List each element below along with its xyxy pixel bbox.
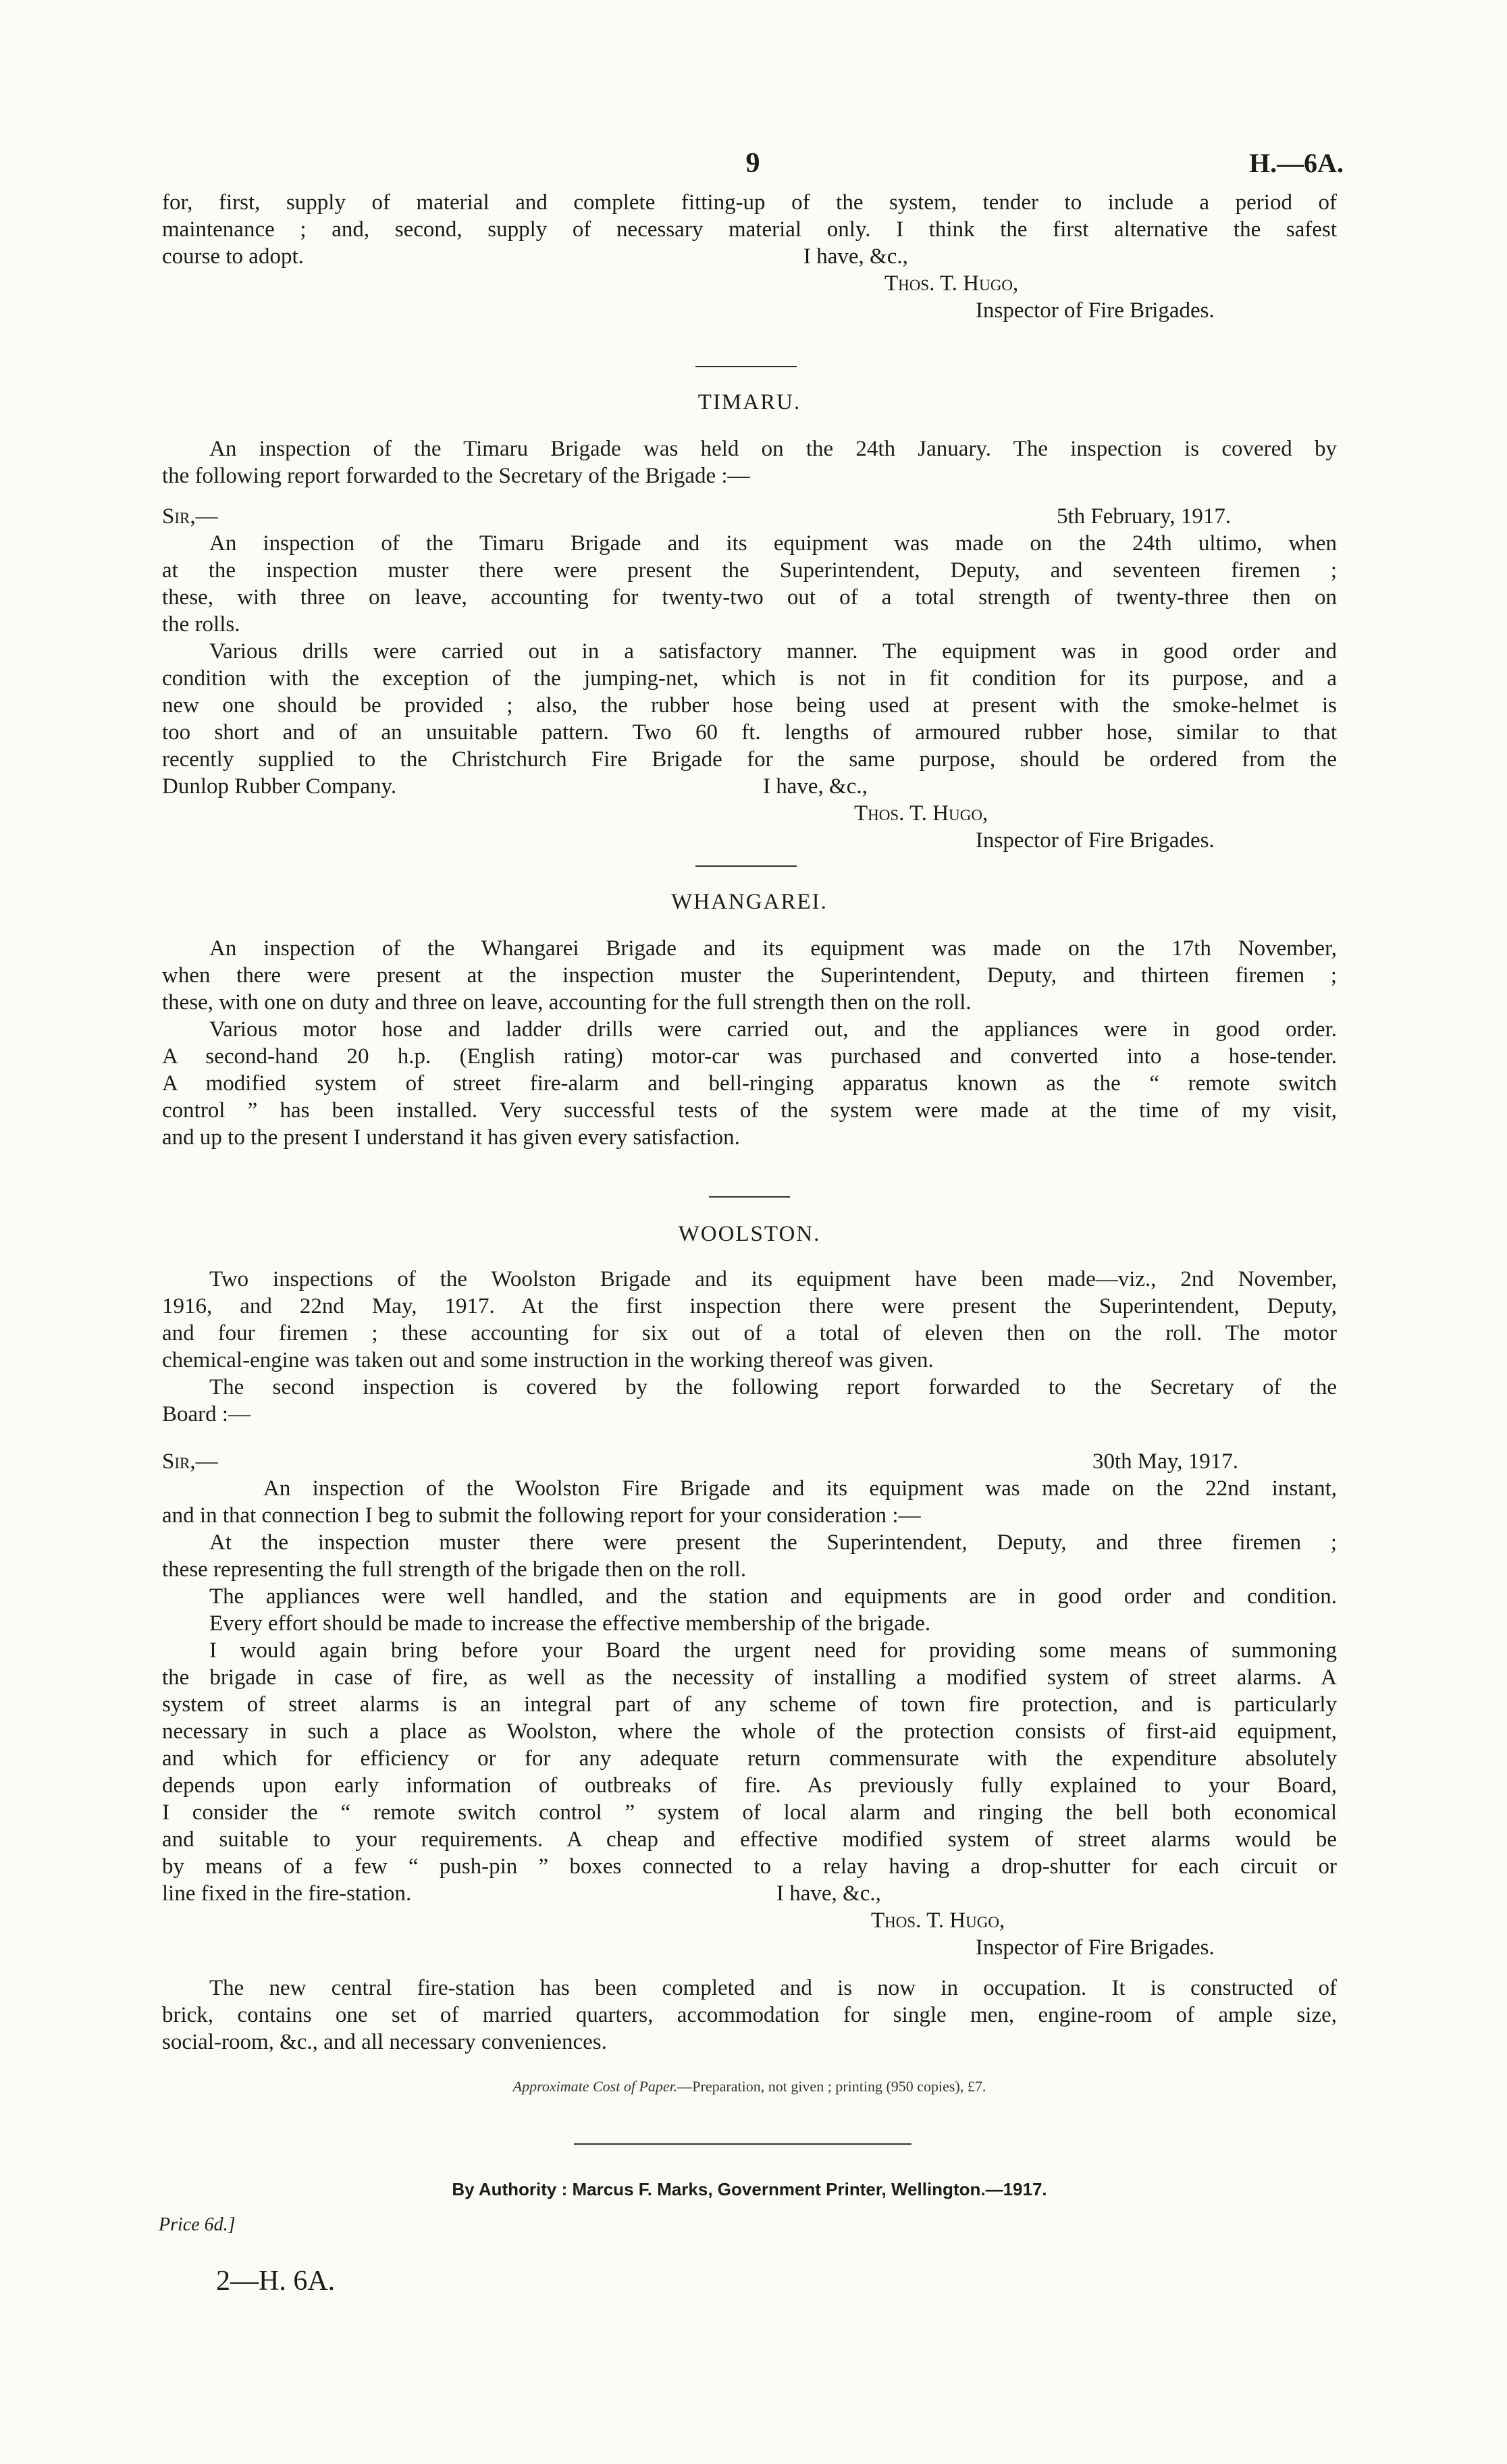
woolston-line: chemical-engine was taken out and some instruction in the working thereof was given. bbox=[162, 1348, 934, 1372]
whangarei-line: An inspection of the Whangarei Brigade and its equipment was made on the 17th November, bbox=[209, 936, 1337, 961]
timaru-line: condition with the exception of the jumping-net, which is not in fit condition for its purpose, and a bbox=[162, 666, 1337, 691]
woolston-line: I consider the “ remote switch control ” system of local alarm and ringing the bell both economical bbox=[162, 1800, 1337, 1825]
intro-line: for, first, supply of material and complete fitting-up of the system, tender to include a period of bbox=[162, 190, 1337, 215]
timaru-line: Dunlop Rubber Company. bbox=[162, 774, 397, 799]
timaru-letter-date: 5th February, 1917. bbox=[1057, 504, 1232, 529]
whangarei-line: control ” has been installed. Very successful tests of the system were made at the time of my visit, bbox=[162, 1098, 1337, 1123]
timaru-line: too short and of an unsuitable pattern. Two 60 ft. lengths of armoured rubber hose, similar to that bbox=[162, 720, 1337, 745]
section-divider bbox=[709, 1196, 790, 1198]
printer-authority: By Authority : Marcus F. Marks, Government Printer, Wellington.—1917. bbox=[452, 2179, 1047, 2199]
whangarei-line: when there were present at the inspection muster the Superintendent, Deputy, and thirteen firemen ; bbox=[162, 963, 1337, 988]
woolston-closing: I have, &c., bbox=[776, 1881, 881, 1906]
woolston-line: and four firemen ; these accounting for six out of a total of eleven then on the roll. The motor bbox=[162, 1321, 1337, 1345]
document-code: 2—H. 6A. bbox=[216, 2266, 336, 2297]
timaru-signature: Thos. T. Hugo, bbox=[854, 801, 988, 826]
section-heading-whangarei: WHANGAREI. bbox=[671, 890, 828, 914]
timaru-line: at the inspection muster there were present the Superintendent, Deputy, and seventeen firemen ; bbox=[162, 558, 1337, 583]
timaru-closing: I have, &c., bbox=[763, 774, 868, 799]
timaru-letter-paragraph bbox=[162, 530, 1337, 638]
section-heading-woolston: WOOLSTON. bbox=[678, 1222, 821, 1246]
woolston-signatory-title: Inspector of Fire Brigades. bbox=[976, 1935, 1215, 1960]
woolston-line: The appliances were well handled, and the station and equipments are in good order and condition. bbox=[209, 1584, 1337, 1609]
woolston-line: and in that connection I beg to submit the following report for your consideration :— bbox=[162, 1503, 921, 1528]
woolston-line: brick, contains one set of married quarters, accommodation for single men, engine-room of ample size, bbox=[162, 2003, 1337, 2027]
woolston-line: these representing the full strength of the brigade then on the roll. bbox=[162, 1557, 747, 1582]
intro-line: course to adopt. bbox=[162, 244, 304, 269]
woolston-line: The second inspection is covered by the following report forwarded to the Secretary of the bbox=[209, 1375, 1337, 1399]
timaru-line: the following report forwarded to the Secretary of the Brigade :— bbox=[162, 464, 750, 488]
intro-signatory-title: Inspector of Fire Brigades. bbox=[976, 298, 1215, 323]
intro-paragraph bbox=[162, 189, 1337, 270]
woolston-line: At the inspection muster there were present the Superintendent, Deputy, and three firemen ; bbox=[209, 1530, 1337, 1555]
whangarei-line: A second-hand 20 h.p. (English rating) motor-car was purchased and converted into a hose-tender. bbox=[162, 1044, 1337, 1069]
timaru-signatory-title: Inspector of Fire Brigades. bbox=[976, 828, 1215, 853]
intro-signature: Thos. T. Hugo, bbox=[884, 271, 1019, 296]
timaru-line: An inspection of the Timaru Brigade and its equipment was made on the 24th ultimo, when bbox=[209, 531, 1337, 556]
whangarei-paragraph bbox=[162, 935, 1337, 1016]
woolston-line: and which for efficiency or for any adequate return commensurate with the expenditure absolutely bbox=[162, 1746, 1337, 1771]
intro-line: maintenance ; and, second, supply of necessary material only. I think the first alternative the safest bbox=[162, 217, 1337, 242]
document-reference: H.—6A. bbox=[1249, 148, 1344, 178]
woolston-line: The new central fire-station has been completed and is now in occupation. It is constructed of bbox=[209, 1976, 1337, 2000]
section-divider bbox=[695, 865, 797, 867]
woolston-line: Every effort should be made to increase the effective membership of the brigade. bbox=[209, 1611, 931, 1636]
woolston-line: system of street alarms is an integral part of any scheme of town fire protection, and is particularly bbox=[162, 1692, 1337, 1717]
whangarei-line: these, with one on duty and three on leave, accounting for the full strength then on the roll. bbox=[162, 990, 972, 1015]
intro-closing: I have, &c., bbox=[803, 244, 908, 269]
woolston-signature: Thos. T. Hugo, bbox=[871, 1908, 1005, 1933]
timaru-letter-paragraph bbox=[162, 638, 1337, 800]
woolston-line: I would again bring before your Board the urgent need for providing some means of summoning bbox=[209, 1638, 1337, 1663]
section-heading-timaru: TIMARU. bbox=[697, 390, 801, 414]
woolston-letter-paragraph bbox=[162, 1475, 1337, 1529]
woolston-line: Board :— bbox=[162, 1402, 251, 1426]
woolston-paragraph bbox=[162, 1975, 1337, 2056]
woolston-line: 1916, and 22nd May, 1917. At the first inspection there were present the Superintendent, Deputy, bbox=[162, 1294, 1337, 1318]
woolston-letter-paragraph bbox=[162, 1637, 1337, 1907]
woolston-line: line fixed in the fire-station. bbox=[162, 1881, 412, 1906]
timaru-intro-paragraph bbox=[162, 435, 1337, 489]
woolston-line: Two inspections of the Woolston Brigade and its equipment have been made—viz., 2nd November, bbox=[209, 1267, 1337, 1291]
timaru-line: An inspection of the Timaru Brigade was held on the 24th January. The inspection is covered by bbox=[209, 437, 1337, 461]
section-divider bbox=[695, 366, 797, 367]
cost-note-text: —Preparation, not given ; printing (950 copies), £7. bbox=[677, 2078, 986, 2095]
page-number: 9 bbox=[745, 148, 760, 179]
woolston-line: the brigade in case of fire, as well as the necessity of installing a modified system of street alarms. A bbox=[162, 1665, 1337, 1690]
woolston-line: by means of a few “ push-pin ” boxes connected to a relay having a drop-shutter for each circuit or bbox=[162, 1854, 1337, 1879]
whangarei-line: Various motor hose and ladder drills were carried out, and the appliances were in good order. bbox=[209, 1017, 1337, 1042]
timaru-salutation: Sir,— bbox=[162, 504, 218, 529]
woolston-line: and suitable to your requirements. A cheap and effective modified system of street alarms would be bbox=[162, 1827, 1337, 1852]
woolston-letter-date: 30th May, 1917. bbox=[1092, 1449, 1239, 1474]
footer-rule bbox=[574, 2143, 911, 2145]
timaru-line: new one should be provided ; also, the rubber hose being used at present with the smoke-helmet is bbox=[162, 693, 1337, 718]
woolston-paragraph bbox=[162, 1374, 1337, 1428]
whangarei-line: and up to the present I understand it has given every satisfaction. bbox=[162, 1125, 740, 1150]
whangarei-line: A modified system of street fire-alarm and bell-ringing apparatus known as the “ remote switch bbox=[162, 1071, 1337, 1096]
woolston-line: social-room, &c., and all necessary conveniences. bbox=[162, 2030, 607, 2054]
timaru-line: these, with three on leave, accounting for twenty-two out of a total strength of twenty-three then on bbox=[162, 585, 1337, 610]
woolston-letter-paragraph bbox=[162, 1529, 1337, 1583]
timaru-line: the rolls. bbox=[162, 612, 240, 637]
woolston-paragraph bbox=[162, 1266, 1337, 1374]
cost-note-label: Approximate Cost of Paper. bbox=[512, 2078, 678, 2095]
cost-note bbox=[162, 2078, 1337, 2095]
woolston-salutation: Sir,— bbox=[162, 1449, 218, 1474]
woolston-letter-paragraph bbox=[162, 1583, 1337, 1637]
woolston-line: depends upon early information of outbreaks of fire. As previously fully explained to your Board, bbox=[162, 1773, 1337, 1798]
woolston-line: necessary in such a place as Woolston, where the whole of the protection consists of first-aid equipment, bbox=[162, 1719, 1337, 1744]
timaru-line: Various drills were carried out in a satisfactory manner. The equipment was in good order and bbox=[209, 639, 1337, 664]
whangarei-paragraph bbox=[162, 1016, 1337, 1151]
price-note: Price 6d.] bbox=[159, 2214, 236, 2235]
woolston-line: An inspection of the Woolston Fire Brigade and its equipment was made on the 22nd instant, bbox=[263, 1476, 1337, 1501]
timaru-line: recently supplied to the Christchurch Fire Brigade for the same purpose, should be ordered from the bbox=[162, 747, 1337, 772]
